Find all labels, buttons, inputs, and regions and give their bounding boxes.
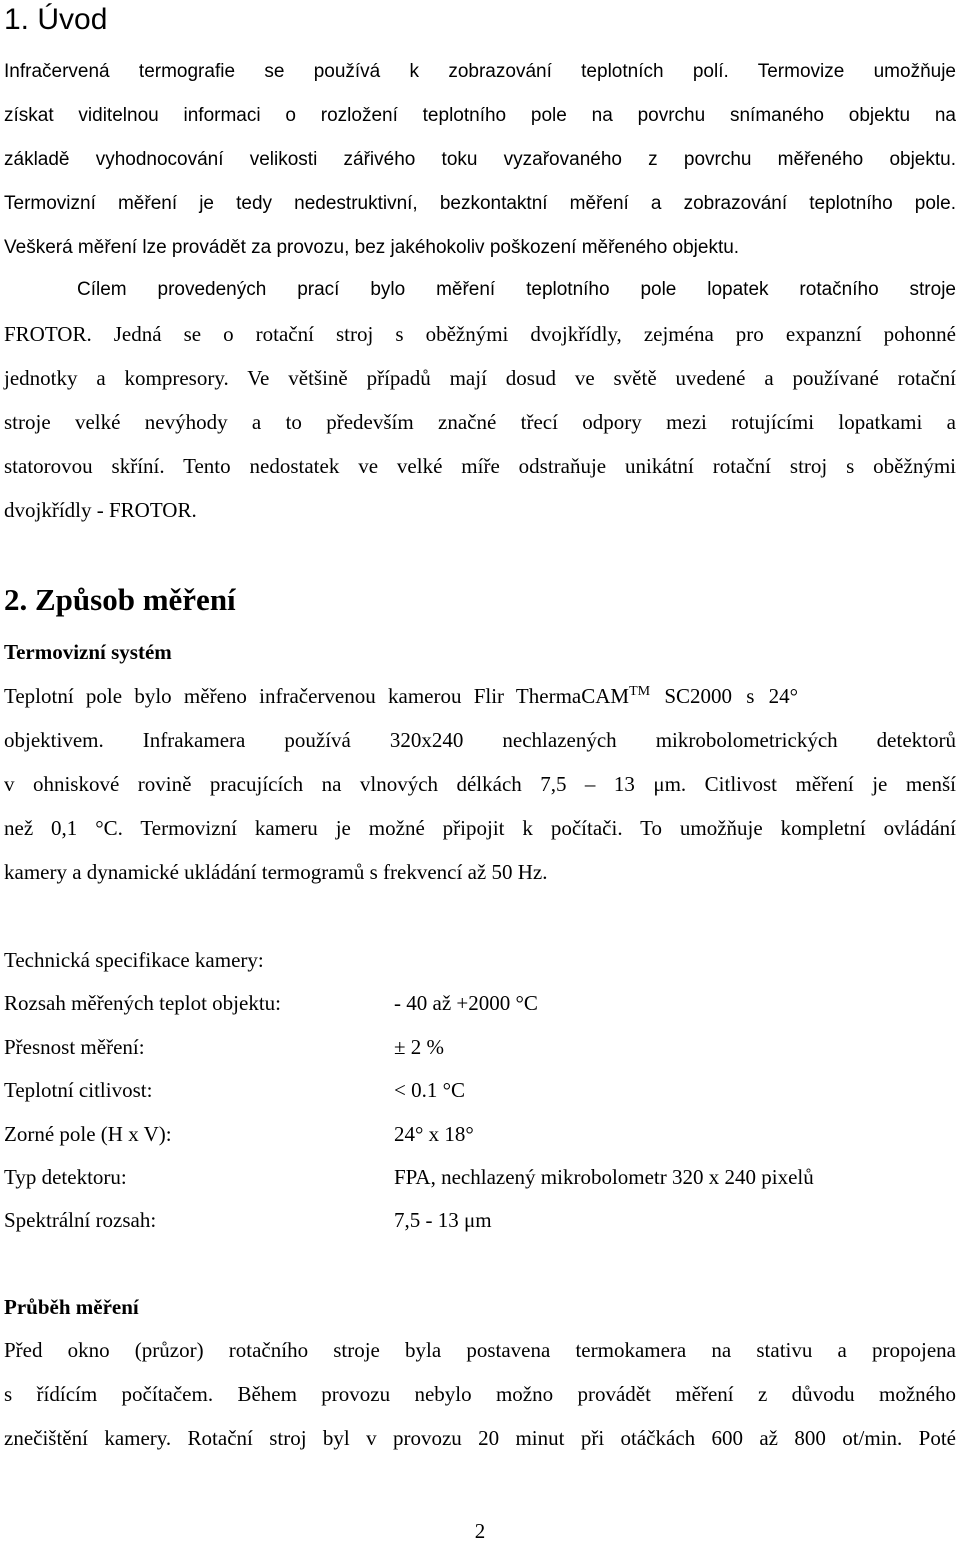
text-line: Cílem provedených prací bylo měření teplotního pole lopatek rotačního stroje xyxy=(77,279,956,300)
goal-paragraph xyxy=(4,268,956,532)
text-line: získat viditelnou informaci o rozložení teplotního pole na povrchu snímaného objektu na xyxy=(4,105,956,126)
camera-paragraph xyxy=(4,674,956,894)
text-line: jednotky a kompresory. Ve většině případů mají dosud ve světě uvedené a používané rotační xyxy=(4,366,956,390)
spec-label: Spektrální rozsah: xyxy=(4,1208,157,1232)
text-line: s řídícím počítačem. Během provozu nebylo možno provádět měření z důvodu možného xyxy=(4,1382,956,1406)
text-line: kamery a dynamické ukládání termogramů s frekvencí až 50 Hz. xyxy=(4,860,548,884)
intro-paragraph xyxy=(4,50,956,270)
spec-value: < 0.1 °C xyxy=(394,1078,465,1102)
text-line: Veškerá měření lze provádět za provozu, bez jakéhokoliv poškození měřeného objektu. xyxy=(4,237,740,258)
text-line: než 0,1 °C. Termovizní kameru je možné připojit k počítači. To umožňuje kompletní ovládání xyxy=(4,816,956,840)
section-heading-intro: 1. Úvod xyxy=(4,3,108,36)
spec-value: 7,5 - 13 μm xyxy=(394,1208,492,1232)
process-paragraph xyxy=(4,1328,956,1460)
text-line: objektivem. Infrakamera používá 320x240 nechlazených mikrobolometrických detektorů xyxy=(4,728,956,752)
subheading-thermo-system: Termovizní systém xyxy=(4,640,172,664)
camera-text-pre: Teplotní pole bylo měřeno infračervenou kamerou Flir ThermaCAM xyxy=(4,684,630,708)
spec-row xyxy=(4,1118,944,1150)
spec-row xyxy=(4,1161,944,1193)
text-line xyxy=(4,674,956,718)
text-line: dvojkřídly - FROTOR. xyxy=(4,498,197,522)
text-line: FROTOR. Jedná se o rotační stroj s oběžnými dvojkřídly, zejména pro expanzní pohonné xyxy=(4,322,956,346)
spec-label: Teplotní citlivost: xyxy=(4,1078,153,1102)
spec-label: Přesnost měření: xyxy=(4,1035,145,1059)
spec-row xyxy=(4,1204,944,1236)
text-line: Termovizní měření je tedy nedestruktivní, bezkontaktní měření a zobrazování teplotního pole. xyxy=(4,193,956,214)
spec-row xyxy=(4,1031,944,1063)
spec-row xyxy=(4,987,944,1019)
text-line: statorovou skříní. Tento nedostatek ve velké míře odstraňuje unikátní rotační stroj s oběžnými xyxy=(4,454,956,478)
trademark-mark: TM xyxy=(629,684,651,699)
spec-title: Technická specifikace kamery: xyxy=(4,948,264,972)
spec-value: FPA, nechlazený mikrobolometr 320 x 240 pixelů xyxy=(394,1165,814,1189)
text-line: Infračervená termografie se používá k zobrazování teplotních polí. Termovize umožňuje xyxy=(4,61,956,82)
text-line: v ohniskové rovině pracujících na vlnových délkách 7,5 – 13 μm. Citlivost měření je menší xyxy=(4,772,956,796)
spec-label: Rozsah měřených teplot objektu: xyxy=(4,991,282,1015)
spec-label: Typ detektoru: xyxy=(4,1165,127,1189)
spec-value: 24° x 18° xyxy=(394,1122,474,1146)
spec-row xyxy=(4,1074,944,1106)
spec-label: Zorné pole (H x V): xyxy=(4,1122,172,1146)
text-line: Před okno (průzor) rotačního stroje byla postavena termokamera na stativu a propojena xyxy=(4,1338,956,1362)
text-line: znečištění kamery. Rotační stroj byl v provozu 20 minut při otáčkách 600 až 800 ot/min. Poté xyxy=(4,1426,956,1450)
spec-value: - 40 až +2000 °C xyxy=(394,991,538,1015)
section-heading-method: 2. Způsob měření xyxy=(4,582,236,617)
text-line: základě vyhodnocování velikosti zářivého toku vyzařovaného z povrchu měřeného objektu. xyxy=(4,149,956,170)
page-number: 2 xyxy=(474,1519,486,1543)
camera-text-post: SC2000 s 24° xyxy=(650,684,799,708)
subheading-measurement-process: Průběh měření xyxy=(4,1295,139,1319)
spec-value: ± 2 % xyxy=(394,1035,445,1059)
text-line: stroje velké nevýhody a to především značné třecí odpory mezi rotujícími lopatkami a xyxy=(4,410,956,434)
